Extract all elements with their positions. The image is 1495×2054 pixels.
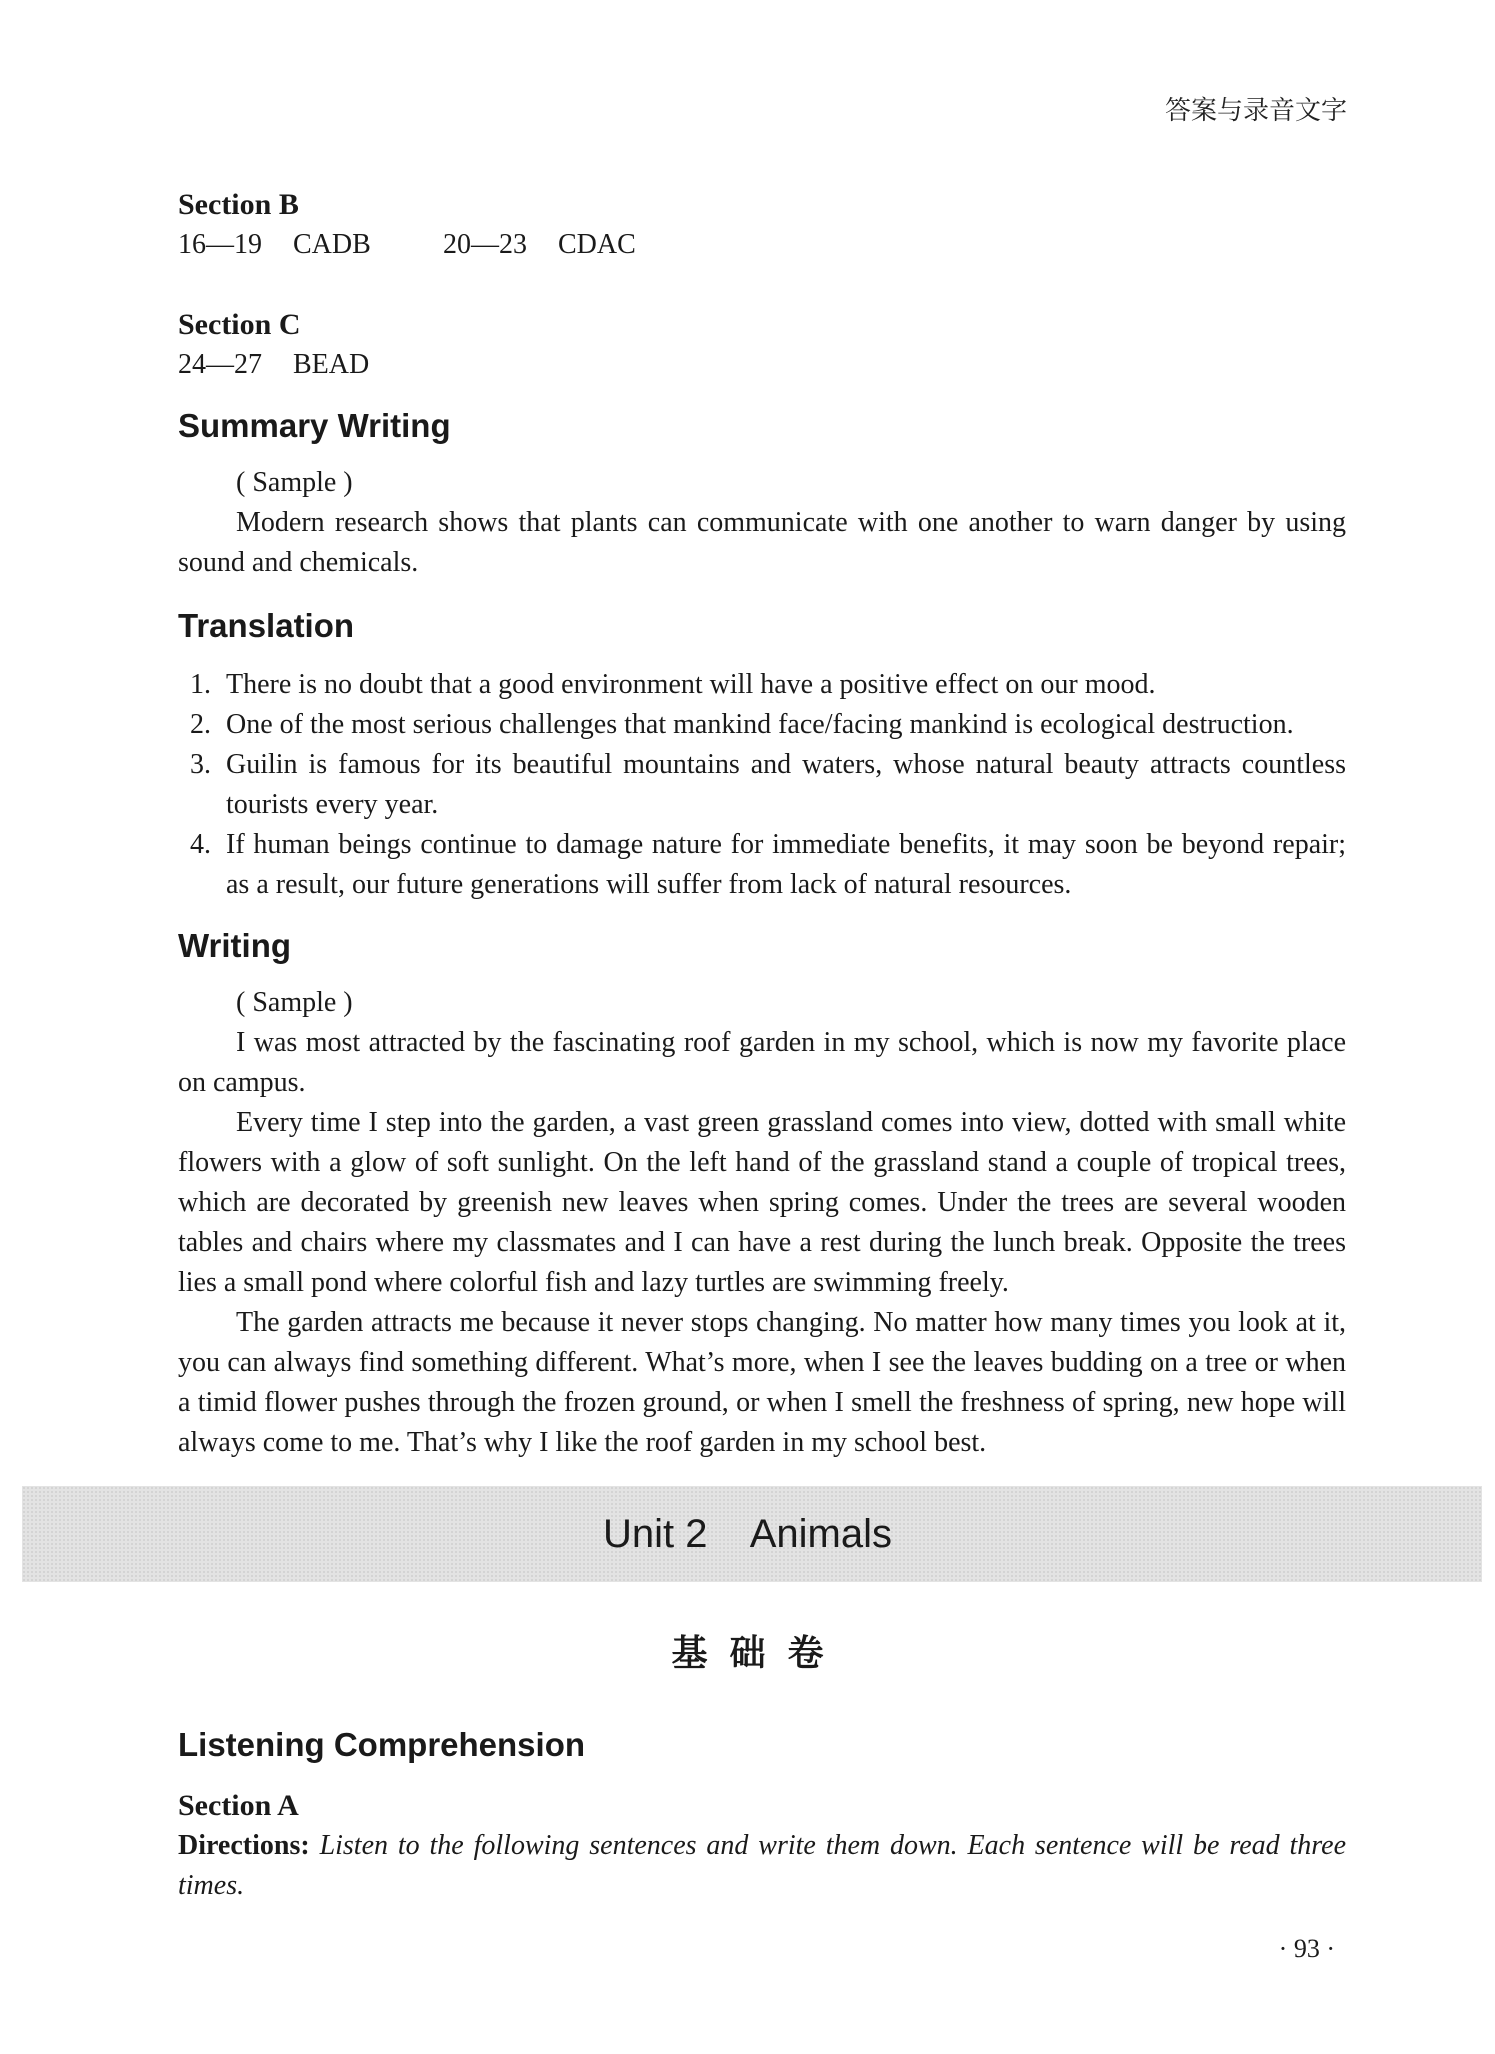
translation-list (178, 665, 1346, 905)
item-number: 3. (190, 749, 211, 780)
section-c (178, 305, 1346, 385)
section-b-title: Section B (178, 188, 299, 221)
section-b (178, 185, 1346, 265)
translation-heading: Translation (178, 607, 355, 644)
list-item (178, 705, 1346, 745)
listening-comprehension (178, 1724, 1346, 1906)
page-number: · 93 · (1278, 1934, 1335, 1963)
list-item (178, 825, 1346, 905)
answer-range: 20—23 (443, 229, 527, 260)
item-number: 1. (190, 669, 211, 700)
list-item (178, 745, 1346, 825)
running-header: 答案与录音文字 (1164, 96, 1347, 126)
answer-key: CDAC (558, 229, 636, 260)
list-item (178, 665, 1346, 705)
writing-sample-label: ( Sample ) (236, 987, 353, 1018)
item-text: One of the most serious challenges that mankind face/facing mankind is ecological destruction. (226, 709, 1294, 740)
item-number: 2. (190, 709, 211, 740)
directions-label: Directions: (178, 1830, 310, 1861)
answer-range: 24—27 (178, 349, 262, 380)
section-b-answers (178, 225, 1346, 265)
summary-heading: Summary Writing (178, 407, 451, 444)
unit-title: Unit 2 Animals (602, 1512, 892, 1556)
answer-range: 16—19 (178, 229, 262, 260)
item-text: Guilin is famous for its beautiful mountains and waters, whose natural beauty attracts countless tourists every year. (226, 749, 1346, 820)
writing-paragraph: I was most attracted by the fascinating roof garden in my school, which is now my favorite place on campus. (178, 1027, 1346, 1098)
translation (178, 605, 1346, 905)
summary-sample-label: ( Sample ) (236, 467, 353, 498)
summary-text: Modern research shows that plants can communicate with one another to warn danger by using sound and chemicals. (178, 507, 1346, 578)
writing (178, 925, 1346, 1463)
answer-key: CADB (293, 229, 371, 260)
directions (178, 1826, 1346, 1906)
directions-text: Listen to the following sentences and write them down. Each sentence will be read three times. (178, 1830, 1346, 1901)
item-text: There is no doubt that a good environment will have a positive effect on our mood. (226, 669, 1156, 700)
writing-paragraph: The garden attracts me because it never stops changing. No matter how many times you look at it, you can always find something different. What’s more, when I see the leaves budding on a tree or when a timid flower pushes through the frozen ground, or when I smell the freshness of spring, new hope will always come to me. That’s why I like the roof garden in my school best. (178, 1307, 1346, 1458)
section-c-answers (178, 345, 1346, 385)
writing-paragraph: Every time I step into the garden, a vast green grassland comes into view, dotted with small white flowers with a glow of soft sunlight. On the left hand of the grassland stand a couple of tropical trees, which are decorated by greenish new leaves when spring comes. Under the trees are several wooden tables and chairs where my classmates and I can have a rest during the lunch break. Opposite the trees lies a small pond where colorful fish and lazy turtles are swimming freely. (178, 1107, 1346, 1298)
listening-heading: Listening Comprehension (178, 1726, 586, 1763)
summary-writing (178, 405, 1346, 583)
writing-heading: Writing (178, 927, 292, 964)
item-text: If human beings continue to damage nature for immediate benefits, it may soon be beyond repair; as a result, our future generations will suffer from lack of natural resources. (226, 829, 1346, 900)
section-a-title: Section A (178, 1789, 299, 1822)
answer-key: BEAD (293, 349, 370, 380)
section-c-title: Section C (178, 308, 301, 341)
item-number: 4. (190, 829, 211, 860)
unit-subtitle: 基础卷 (671, 1632, 846, 1674)
